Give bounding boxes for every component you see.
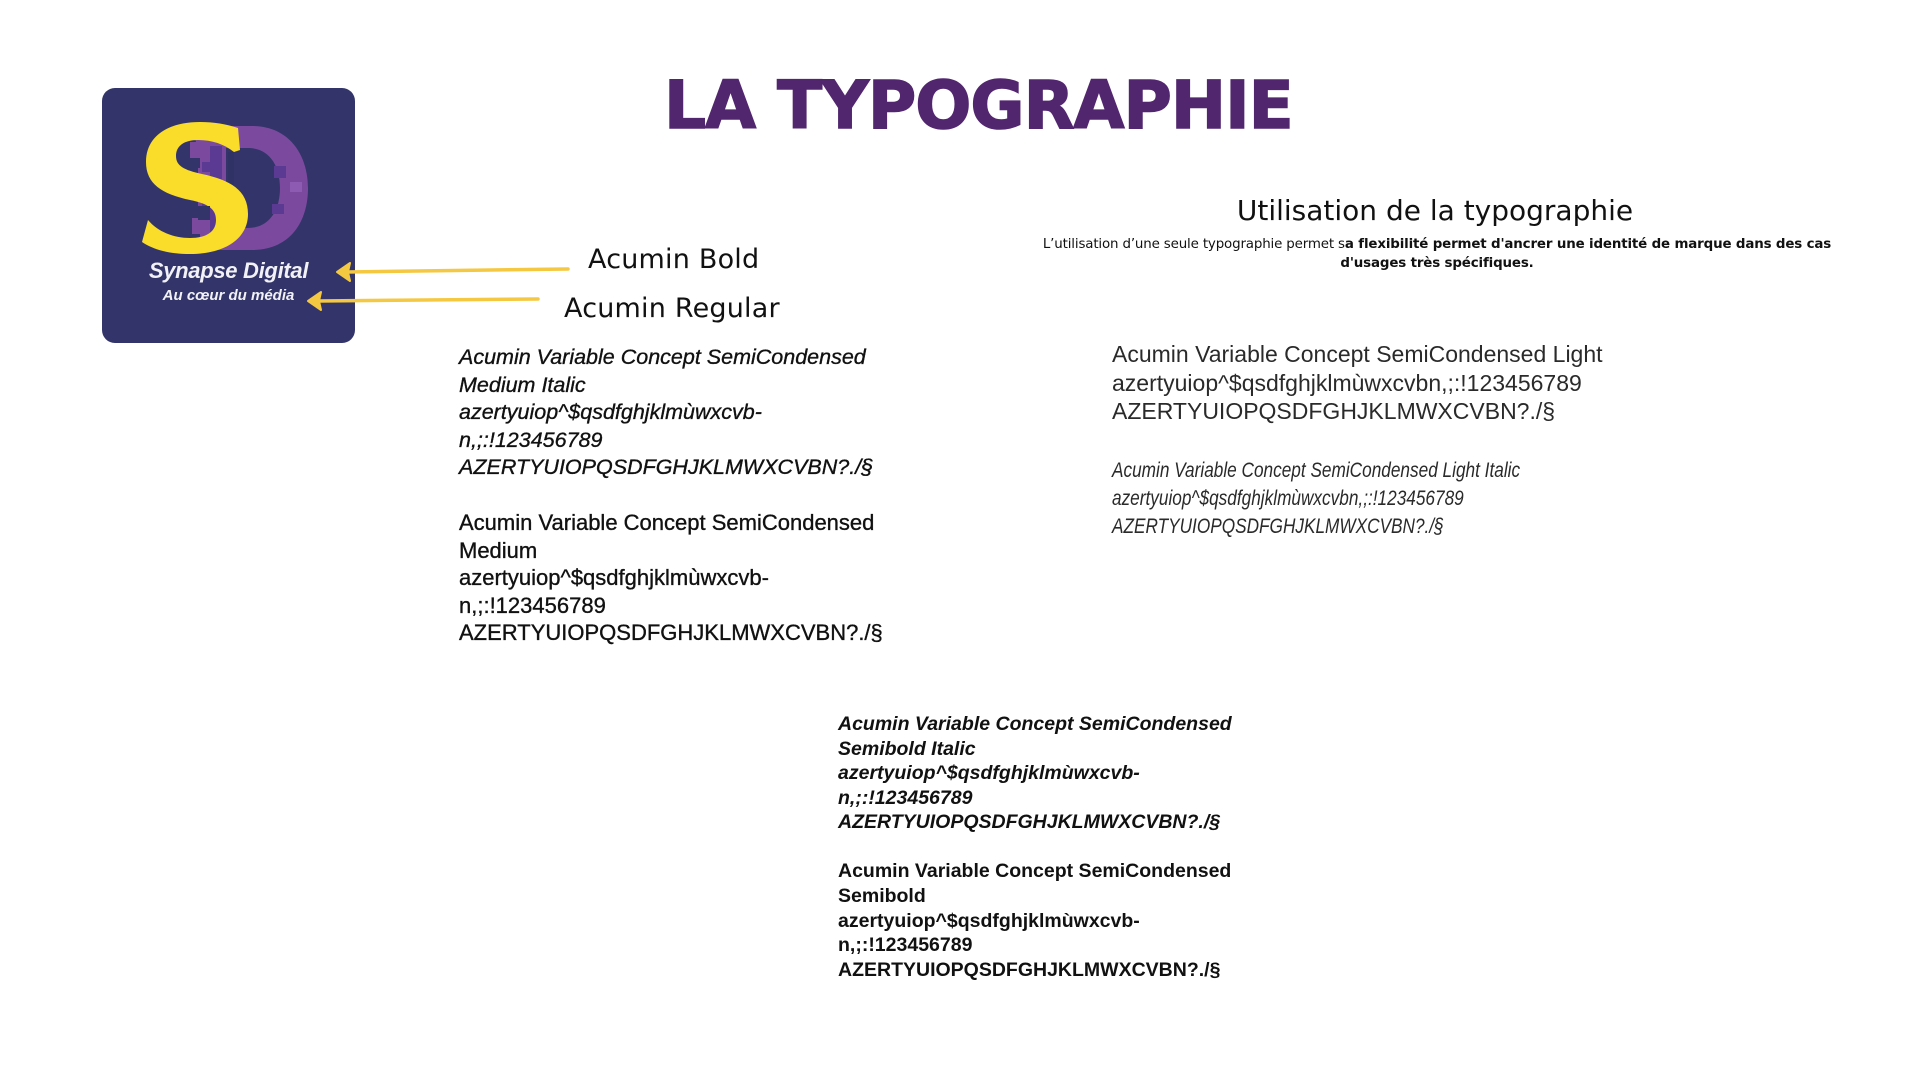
- usage-paragraph-part1: L’utilisation d’une seule typographie permet s: [1042, 237, 1345, 252]
- specimen-line: azertyuiop^$qsdfghjklmùwxcvb-: [459, 400, 762, 424]
- specimen-line: azertyuiop^$qsdfghjklmùwxcvb-: [838, 909, 1140, 932]
- specimen-line: Acumin Variable Concept SemiCondensed: [838, 860, 1232, 882]
- specimen-line: azertyuiop^$qsdfghjklmùwxcvbn,;:!123456789: [1112, 487, 1464, 510]
- usage-heading: Utilisation de la typographie: [1236, 194, 1634, 227]
- specimen-line: Medium Italic: [459, 372, 586, 397]
- specimen-line: n,;:!123456789: [838, 934, 973, 957]
- arrow-to-logo-name-icon: [337, 263, 568, 281]
- label-acumin-bold: Acumin Bold: [588, 244, 760, 275]
- specimen-line: n,;:!123456789: [838, 786, 973, 809]
- specimen-line: Medium: [459, 537, 538, 563]
- specimen-line: azertyuiop^$qsdfghjklmùwxcvb-: [838, 762, 1140, 784]
- specimen-line: AZERTYUIOPQSDFGHJKLMWXCVBN?./§: [838, 811, 1221, 833]
- specimen-line: AZERTYUIOPQSDFGHJKLMWXCVBN?./§: [459, 620, 883, 645]
- usage-paragraph: [1020, 235, 1854, 273]
- specimen-line: Acumin Variable Concept SemiCondensed Light Italic: [1112, 459, 1521, 482]
- specimen-line: n,;:!123456789: [459, 427, 603, 452]
- logo-tagline: Au cœur du média: [162, 287, 295, 304]
- specimen-line: AZERTYUIOPQSDFGHJKLMWXCVBN?./§: [1112, 398, 1556, 424]
- specimen-line: n,;:!123456789: [459, 592, 606, 618]
- sd-monogram-icon: [140, 122, 310, 254]
- specimen-line: AZERTYUIOPQSDFGHJKLMWXCVBN?./§: [459, 455, 874, 479]
- specimen-line: Acumin Variable Concept SemiCondensed: [459, 345, 866, 369]
- specimen-light: [1112, 340, 1603, 426]
- label-acumin-regular: Acumin Regular: [564, 293, 780, 324]
- page-title: LA TYPOGRAPHIE: [664, 67, 1293, 144]
- specimen-semibold: [838, 859, 1231, 983]
- specimen-line: Acumin Variable Concept SemiCondensed Light: [1112, 341, 1603, 367]
- specimen-line: AZERTYUIOPQSDFGHJKLMWXCVBN?./§: [838, 959, 1221, 982]
- specimen-line: Acumin Variable Concept SemiCondensed: [838, 713, 1232, 735]
- specimen-line: azertyuiop^$qsdfghjklmùwxcvb-: [459, 565, 769, 590]
- specimen-line: Acumin Variable Concept SemiCondensed: [459, 510, 875, 535]
- specimen-line: AZERTYUIOPQSDFGHJKLMWXCVBN?./§: [1112, 515, 1444, 538]
- s-letter-icon: [142, 122, 248, 254]
- specimen-line: Semibold: [838, 884, 926, 907]
- specimen-line: azertyuiop^$qsdfghjklmùwxcvbn,;:!123456789: [1112, 369, 1582, 396]
- logo-name: Synapse Digital: [148, 258, 309, 283]
- usage-paragraph-part2: a flexibilité permet d'ancrer une identité de marque dans des cas d'usages très spécifiques.: [1340, 237, 1832, 271]
- specimen-line: Semibold Italic: [838, 737, 976, 760]
- logo-card: [102, 88, 355, 343]
- specimen-medium: [459, 509, 883, 647]
- specimen-light-italic: [1112, 457, 1520, 541]
- specimen-semibold-italic: [838, 712, 1232, 835]
- specimen-medium-italic: [459, 344, 873, 482]
